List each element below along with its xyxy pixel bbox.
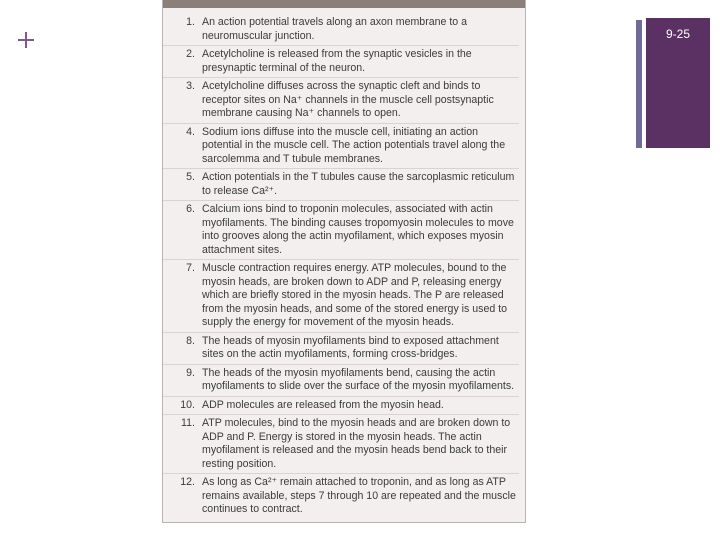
step-number: 12. (180, 476, 195, 488)
slide-accent-bar (636, 20, 642, 148)
step-item (163, 365, 519, 397)
step-number: 10. (180, 398, 195, 411)
step-text: Sodium ions diffuse into the muscle cell, initiating an action potential in the muscle cell. The action potentials travel along the sarcolemma and T tubule membranes. (202, 125, 506, 165)
steps-figure (162, 0, 526, 523)
step-number: 3. (186, 80, 195, 92)
step-number: 1. (186, 16, 195, 28)
step-text: The heads of the myosin myofilaments bend, causing the actin myofilaments to slide over the surface of the myosin myofilaments. (202, 366, 515, 392)
step-number: 2. (186, 48, 195, 60)
step-item (163, 169, 519, 201)
step-text: Acetylcholine diffuses across the synaptic cleft and binds to receptor sites on Na⁺ channels in the muscle cell postsynaptic membrane causing Na⁺ channels to open. (202, 80, 494, 119)
step-text: Acetylcholine is released from the synaptic vesicles in the presynaptic terminal of the neuron. (202, 48, 472, 74)
step-item (163, 201, 519, 260)
step-item (163, 124, 519, 170)
step-item (163, 397, 519, 416)
figure-top-strip (163, 0, 525, 8)
step-text: The heads of myosin myofilaments bind to exposed attachment sites on the actin myofilaments, forming cross-bridges. (202, 334, 499, 360)
step-item (163, 474, 519, 519)
step-number: 11. (181, 417, 195, 429)
slide-page-badge (646, 18, 710, 148)
step-number: 7. (186, 262, 195, 274)
step-text: Calcium ions bind to troponin molecules, associated with actin myofilaments. The binding causes tropomyosin molecules to move into grooves along the actin myofilament, which exposes myosin attachment sites. (202, 203, 514, 256)
step-number: 4. (186, 125, 195, 138)
step-number: 8. (186, 334, 195, 347)
step-item (163, 415, 519, 474)
step-text: Action potentials in the T tubules cause the sarcoplasmic reticulum to release Ca²⁺. (202, 171, 515, 197)
step-text: ADP molecules are released from the myosin head. (202, 398, 444, 411)
step-number: 6. (186, 203, 195, 215)
step-text: An action potential travels along an axon membrane to a neuromuscular junction. (202, 16, 468, 42)
step-text: Muscle contraction requires energy. ATP molecules, bound to the myosin heads, are broken down to ADP and P, releasing energy which are briefly stored in the myosin heads. The P are released from the myosin heads, and some of the stored energy is used to supply the energy for movement of the myosin heads. (202, 262, 508, 328)
step-item (163, 333, 519, 365)
step-number: 5. (186, 171, 195, 183)
step-item (163, 78, 519, 124)
step-item (163, 14, 519, 46)
step-text: As long as Ca²⁺ remain attached to troponin, and as long as ATP remains available, steps 7 through 10 are repeated and the muscle continues to contract. (202, 476, 516, 515)
step-number: 9. (186, 366, 195, 379)
step-item (163, 46, 519, 78)
step-item (163, 260, 519, 333)
steps-list (163, 8, 525, 519)
step-text: ATP molecules, bind to the myosin heads and are broken down to ADP and P. Energy is stored in the myosin heads. The actin myofilament is released and the myosin heads bend back to their resting position. (202, 417, 511, 470)
plus-icon (16, 30, 36, 50)
slide-page-label: 9-25 (665, 27, 691, 41)
